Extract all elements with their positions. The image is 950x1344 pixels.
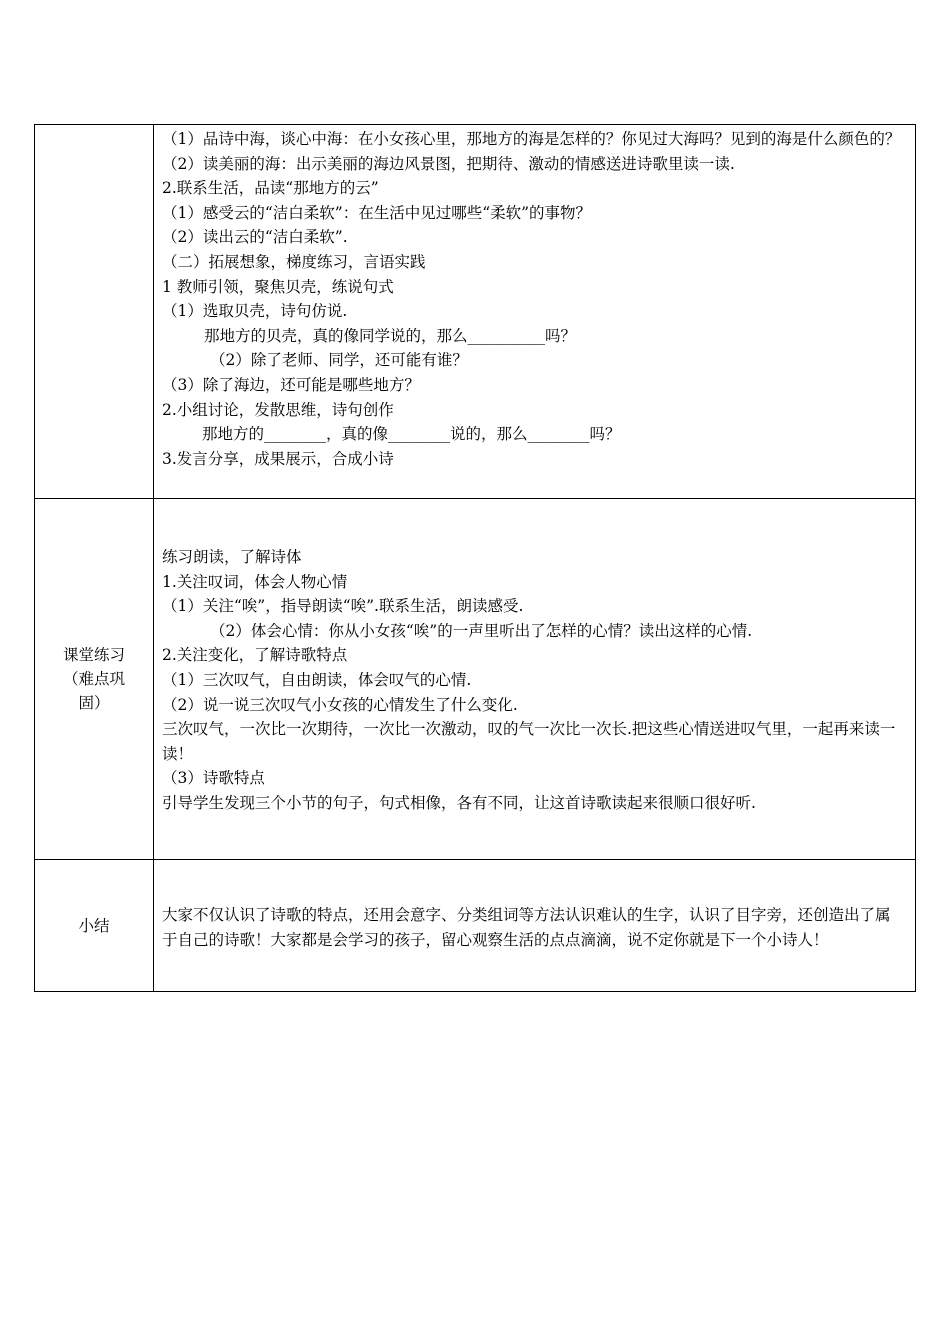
- row-label-line: （难点巩: [62, 670, 125, 688]
- content-line: 2.关注变化，了解诗歌特点: [162, 646, 348, 665]
- content-line: （2）体会心情：你从小女孩“唉”的一声里听出了怎样的心情？读出这样的心情.: [210, 621, 753, 640]
- content-line: （3）诗歌特点: [162, 769, 265, 788]
- table-row: [35, 859, 915, 991]
- content-line: （2）读出云的“洁白柔软”.: [162, 228, 348, 247]
- row-content-cell: [154, 860, 915, 991]
- table-row: [35, 498, 915, 859]
- content-line: （1）品诗中海，谈心中海：在小女孩心里，那地方的海是怎样的？你见过大海吗？见到的海是什么颜色的？: [162, 130, 901, 148]
- content-line: 1.关注叹词，体会人物心情: [162, 572, 348, 591]
- row-label-line: 固）: [78, 694, 110, 712]
- row-content-cell: [154, 125, 915, 498]
- row-label-line: 课堂练习: [62, 646, 125, 664]
- content-line: （1）感受云的“洁白柔软”：在生活中见过哪些“柔软”的事物？: [162, 203, 592, 222]
- row-label: [54, 914, 134, 938]
- content-line: （1）三次叹气，自由朗读，体会叹气的心情.: [162, 670, 472, 689]
- content-line: 1 教师引领，聚焦贝壳，练说句式: [162, 277, 394, 296]
- row-label-cell: [35, 860, 154, 991]
- content-line: （2）说一说三次叹气小女孩的心情发生了什么变化.: [162, 695, 518, 714]
- content-line: 2.联系生活，品读“那地方的云”: [162, 179, 379, 198]
- content-line: 那地方的________，真的像________说的，那么________吗？: [202, 425, 621, 444]
- content-line: 3.发言分享，成果展示，合成小诗: [162, 449, 394, 468]
- content-line: （1）选取贝壳，诗句仿说.: [162, 302, 348, 321]
- content-line: 那地方的贝壳，真的像同学说的，那么__________吗？: [204, 326, 577, 345]
- content-line: （2）读美丽的海：出示美丽的海边风景图，把期待、激动的情感送进诗歌里读一读.: [162, 154, 735, 173]
- row-label-line: 小结: [78, 916, 110, 935]
- content-line: （二）拓展想象，梯度练习，言语实践: [162, 252, 426, 271]
- row-label: [54, 643, 134, 715]
- content-line: 2.小组讨论，发散思维，诗句创作: [162, 400, 394, 419]
- table-row: [35, 125, 915, 498]
- content-line: 三次叹气，一次比一次期待，一次比一次激动，叹的气一次比一次长.把这些心情送进叹气里，一起再来读一读！: [162, 720, 896, 763]
- row-content-cell: [154, 499, 915, 859]
- row-label-cell: [35, 499, 154, 859]
- content-line: （1）关注“唉”，指导朗读“唉”.联系生活，朗读感受.: [162, 597, 524, 616]
- lesson-plan-table: [34, 124, 916, 992]
- content-line: 引导学生发现三个小节的句子，句式相像，各有不同，让这首诗歌读起来很顺口很好听.: [162, 793, 756, 812]
- content-line: 练习朗读，了解诗体: [162, 548, 302, 566]
- content-line: （2）除了老师、同学，还可能有谁？: [210, 351, 468, 370]
- content-line: 大家不仅认识了诗歌的特点，还用会意字、分类组词等方法认识难认的生字，认识了目字旁，还创造出了属于自己的诗歌！大家都是会学习的孩子，留心观察生活的点点滴滴，说不定你就是下一个小诗人！: [162, 906, 891, 949]
- row-label-cell: [35, 125, 154, 498]
- content-line: （3）除了海边，还可能是哪些地方？: [162, 375, 420, 394]
